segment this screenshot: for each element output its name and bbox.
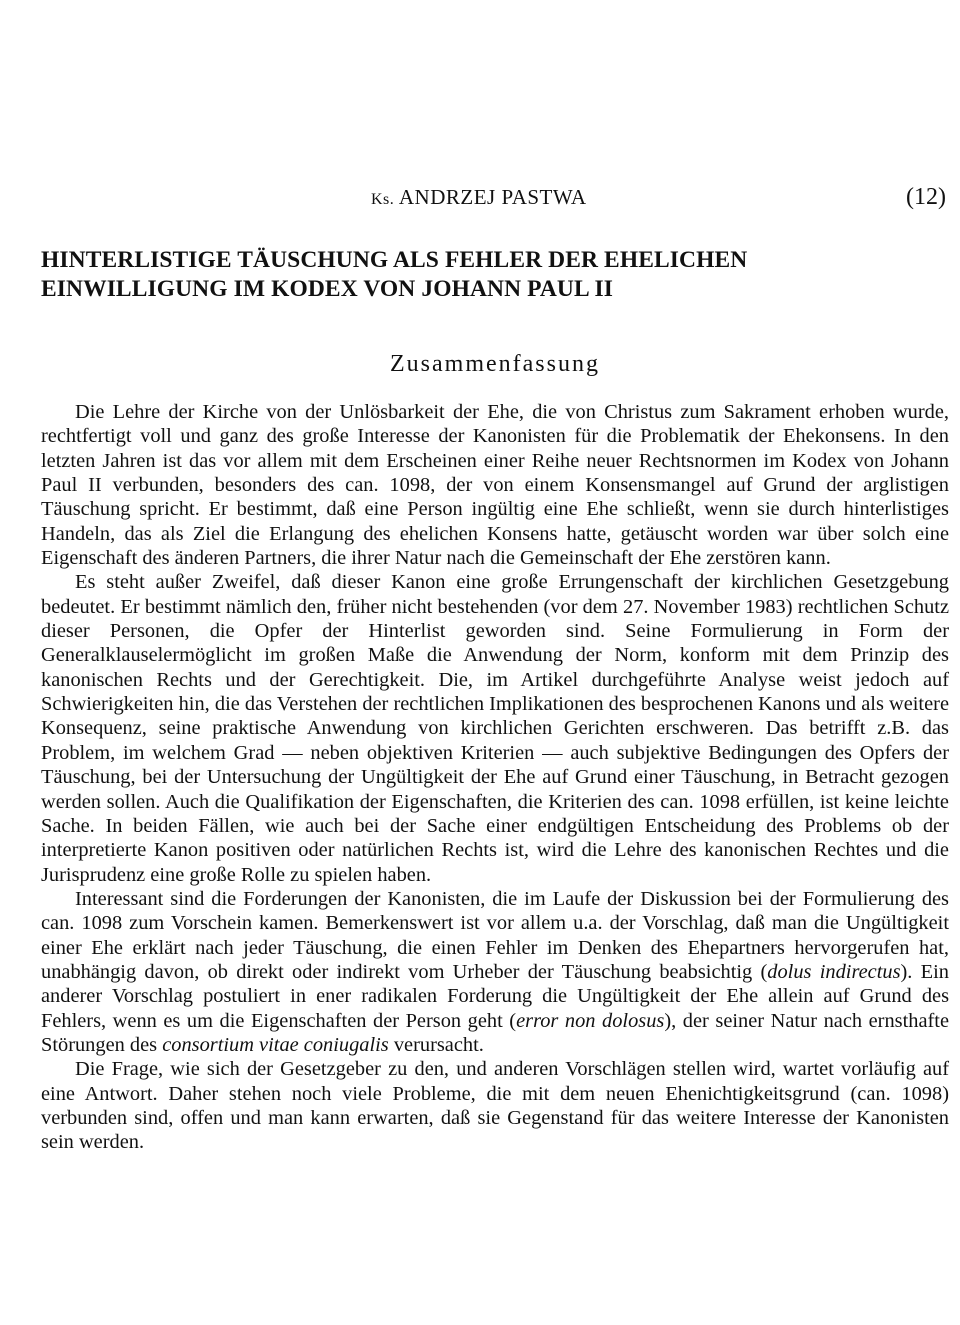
article-number: (12) [906, 184, 946, 210]
paragraph-3-text-d: verursacht. [388, 1033, 484, 1056]
summary-body [41, 400, 949, 1155]
title-line-1: HINTERLISTIGE TÄUSCHUNG ALS FEHLER DER EHELICHEN [41, 247, 748, 273]
paragraph-3-text-c: ), der seiner Natur nach ernsthafte Störungen des [41, 1009, 950, 1056]
paragraph-1: Die Lehre der Kirche von der Unlösbarkeit der Ehe, die von Christus zum Sakrament erhoben wurde, rechtfertigt voll und ganz des große Interesse der Kanonisten für die Problematik der Ehekonsens. In den letzten Jahren ist das vor allem mit dem Erscheinen einer Reihe neuer Rechtsnormen im Kodex von Johann Paul II verbunden, besonders des can. 1098, der von einem Konsensmangel auf Grund der arglistigen Täuschung spricht. Er bestimmt, daß eine Person ingültig eine Ehe schließt, wenn sie durch hinterlistiges Handeln, das als Ziel die Erlangung des ehelichen Konsens hatte, getäuscht worden war über solch eine Eigenschaft des änderen Partners, die ihrer Natur nach die Gemeinschaft der Ehe zerstören kann. [41, 401, 949, 570]
running-head [41, 182, 946, 212]
term-consortium-vitae: consortium vitae coniugalis [162, 1033, 389, 1056]
title-line-2: EINWILLIGUNG IM KODEX VON JOHANN PAUL II [41, 276, 613, 302]
paragraph-3-text-b: ). Ein anderer Vorschlag postuliert in ener radikalen Forderung die Ungültigkeit der Ehe allein auf Grund des Fehlers, wenn es um die Eigenschaften der Person geht ( [41, 960, 949, 1032]
author-name: ANDRZEJ PASTWA [398, 185, 587, 209]
term-error-non-dolosus: error non dolosus [516, 1009, 665, 1032]
term-dolus-indirectus: dolus indirectus [767, 960, 901, 983]
author-prefix: Ks. [371, 191, 395, 208]
paragraph-3 [41, 887, 949, 1057]
article-title [41, 246, 946, 304]
section-heading: Zusammenfassung [390, 351, 600, 377]
paragraph-2: Es steht außer Zweifel, daß dieser Kanon eine große Errungenschaft der kirchlichen Gesetzgebung bedeutet. Er bestimmt nämlich den, früher nicht bestehenden (vor dem 27. November 1983) rechtlichen Schutz dieser Personen, die Opfer der Hinterlist geworden sind. Seine Formulierung in Form der Generalklauselermöglicht im großen Maße die Anwendung der Norm, konform mit dem Prinzip des kanonischen Rechts und der Gerechtigkeit. Die, im Artikel durchgeführte Analyse weist jedoch auf Schwierigkeiten hin, die das Verstehen der rechtlichen Implikationen des besprochenen Kanons und als weitere Konsequenz, seine praktische Anwendung von kirchlichen Gerichten erschweren. Das betrifft z.B. das Problem, im welchem Grad — neben objektiven Kriterien — auch subjektive Bedingungen des Opfers der Täuschung, bei der Untersuchung der Ungültigkeit der Ehe auf Grund einer Täuschung, in Betracht gezogen werden sollen. Auch die Qualifikation der Eigenschaften, die Kriterien des can. 1098 erfüllen, ist keine leichte Sache. In beiden Fällen, wie auch bei der Sache einer endgültigen Entscheidung des Problems ob der interpretierte Kanon positiven oder natürlichen Rechts ist, wird die Lehre des kanonischen Rechtes und die Jurisprudenz eine große Rolle zu spielen haben. [41, 571, 949, 886]
author-line [371, 182, 587, 215]
paragraph-4: Die Frage, wie sich der Gesetzgeber zu den, und anderen Vorschlägen stellen wird, wartet vorläufig auf eine Antwort. Daher stehen noch viele Probleme, die mit dem neuen Ehenichtigkeitsgrund (can. 1098) verbunden sind, offen und man kann erwarten, daß sie Gegenstand für das weitere Interesse der Kanonisten sein werden. [41, 1058, 949, 1154]
paragraph-3-text-a: Interessant sind die Forderungen der Kanonisten, die im Laufe der Diskussion bei der Formulierung des can. 1098 zum Vorschein kamen. Bemerkenswert ist vor allem u.a. der Vorschlag, daß man die Ungültigkeit einer Ehe erklärt nach jeder Täuschung, die einen Fehler im Denken des Ehepartners hervorgerufen hat, unabhängig davon, ob direkt oder indirekt vom Urheber der Täuschung beabsichtig ( [41, 887, 949, 983]
